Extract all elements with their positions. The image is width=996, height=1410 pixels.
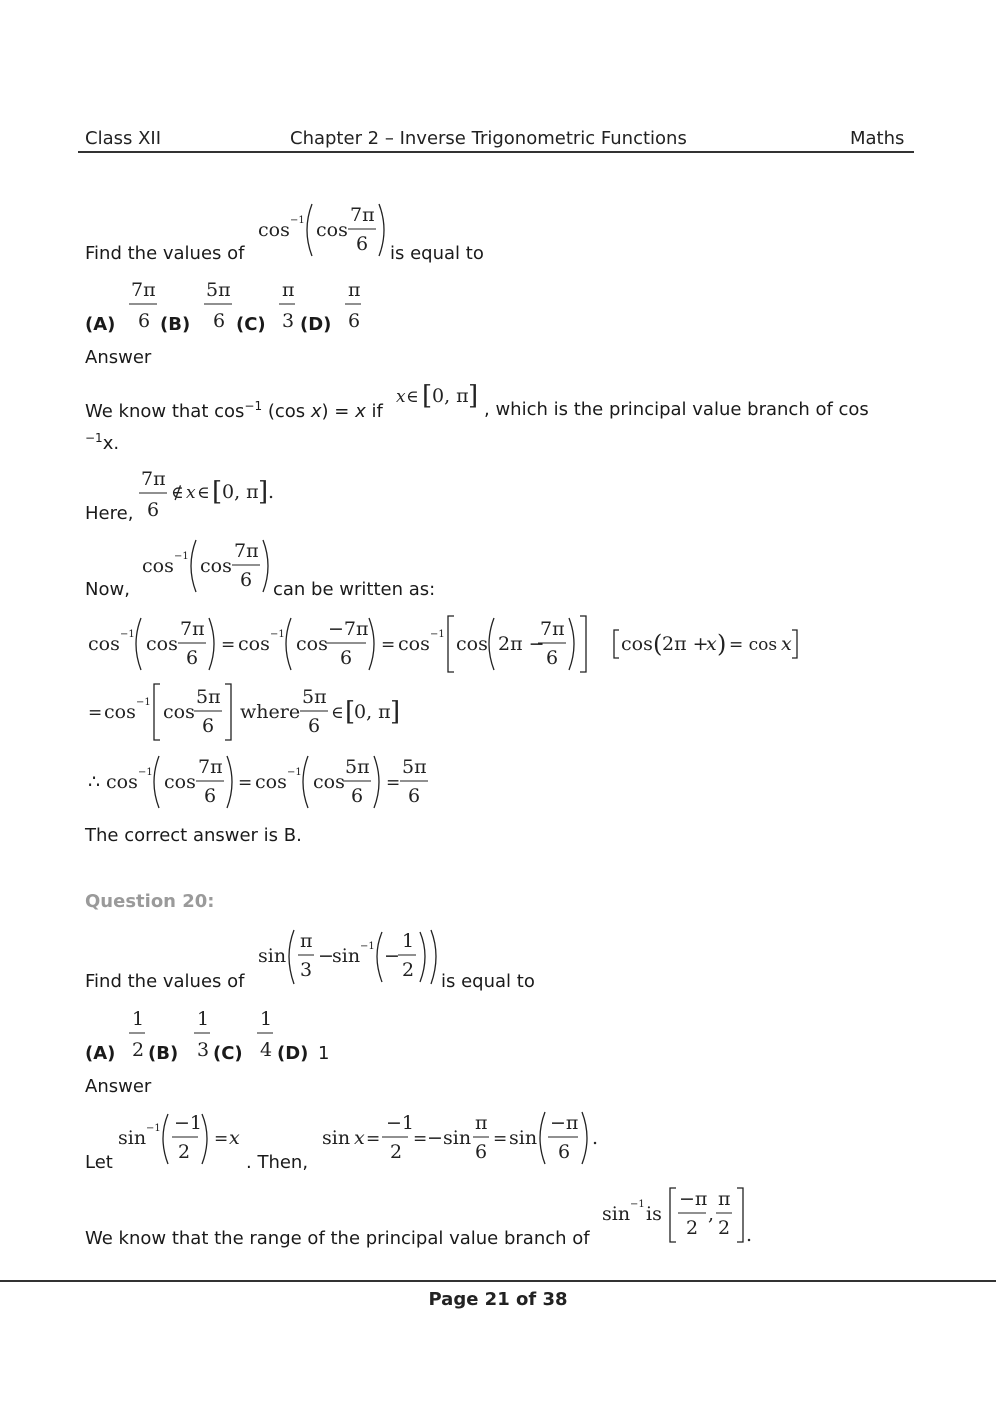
svg-text:[: [: [345, 697, 356, 727]
svg-text:7π: 7π: [350, 204, 375, 226]
svg-text:6: 6: [308, 715, 321, 737]
svg-text:[: [: [212, 477, 223, 507]
svg-text:−1: −1: [174, 551, 189, 562]
svg-text:2: 2: [686, 1217, 699, 1239]
svg-text:2π +: 2π +: [662, 633, 709, 655]
svg-text:−1: −1: [430, 629, 445, 640]
q19-option-d-label: (D): [300, 314, 332, 335]
q19-now-suffix: can be written as:: [273, 579, 436, 600]
svg-text:cos: cos: [621, 633, 653, 655]
svg-text:∴: ∴: [88, 771, 101, 793]
svg-text:6: 6: [204, 785, 217, 807]
svg-text:2: 2: [402, 959, 415, 981]
svg-text:=: =: [221, 635, 236, 655]
svg-text:x: x: [186, 483, 196, 503]
svg-text:∉: ∉: [171, 483, 184, 503]
svg-text:0, π: 0, π: [354, 701, 391, 723]
svg-text:cos: cos: [313, 771, 345, 793]
svg-text:1: 1: [260, 1008, 273, 1030]
q20-title: Question 20:: [85, 891, 215, 912]
svg-text:[: [: [422, 381, 433, 411]
svg-text:−: −: [384, 945, 400, 967]
svg-text:.: .: [746, 1224, 753, 1246]
svg-text:7π: 7π: [234, 540, 259, 562]
svg-text:]: ]: [390, 697, 401, 727]
q19-prompt: Find the values of: [85, 243, 245, 264]
svg-text:5π: 5π: [206, 279, 231, 301]
svg-text:5π: 5π: [345, 756, 370, 778]
svg-text:cos: cos: [316, 219, 348, 241]
svg-text:sin: sin: [332, 945, 361, 967]
q19-option-d-value: [344, 276, 366, 339]
svg-text:π: π: [475, 1112, 488, 1134]
svg-text:2: 2: [178, 1141, 191, 1163]
footer-rule: [0, 1280, 996, 1282]
svg-text:x: x: [706, 633, 717, 655]
svg-text:]: ]: [468, 381, 479, 411]
q19-now-label: Now,: [85, 579, 130, 600]
svg-text:6: 6: [340, 647, 353, 669]
svg-text:=: =: [366, 1129, 381, 1149]
svg-text:cos: cos: [88, 633, 120, 655]
q19-now-expression: [140, 534, 272, 603]
svg-text:π: π: [718, 1188, 731, 1210]
svg-text:−1: −1: [287, 767, 302, 778]
svg-text:cos: cos: [200, 555, 232, 577]
svg-text:7π: 7π: [198, 756, 223, 778]
q19-option-c-value: [278, 276, 300, 339]
q19-know-line2: $^{-1}$x.: [85, 431, 120, 454]
q19-equation-3: [88, 750, 438, 819]
svg-text:6: 6: [202, 715, 215, 737]
q20-option-a-label: (A): [85, 1043, 116, 1064]
svg-text:= cos: = cos: [729, 635, 778, 655]
svg-text:cos: cos: [106, 771, 138, 793]
svg-text:6: 6: [348, 310, 361, 332]
svg-text:=: =: [493, 1129, 508, 1149]
svg-text:2: 2: [390, 1141, 403, 1163]
q19-equation-1: [88, 612, 808, 681]
svg-text:sin: sin: [322, 1127, 351, 1149]
q20-expression: [256, 924, 446, 995]
svg-text:6: 6: [351, 785, 364, 807]
svg-text:4: 4: [260, 1039, 273, 1061]
svg-text:7π: 7π: [131, 279, 156, 301]
svg-text:−: −: [318, 945, 334, 967]
svg-text:=: =: [88, 703, 103, 723]
svg-text:=: =: [413, 1129, 428, 1149]
svg-text:6: 6: [475, 1141, 488, 1163]
q20-answer-label: Answer: [85, 1076, 152, 1097]
svg-text:cos: cos: [456, 633, 488, 655]
svg-text:−1: −1: [290, 215, 305, 226]
svg-text:cos: cos: [258, 219, 290, 241]
svg-text:1: 1: [132, 1008, 145, 1030]
svg-text:∈: ∈: [197, 483, 210, 503]
svg-text:−1: −1: [146, 1123, 161, 1134]
svg-text:cos: cos: [164, 771, 196, 793]
q20-then-expression: [320, 1106, 610, 1175]
svg-text:6: 6: [558, 1141, 571, 1163]
svg-text:6: 6: [356, 233, 369, 255]
svg-text:where: where: [240, 701, 301, 723]
q19-conclusion: The correct answer is B.: [85, 825, 302, 846]
svg-text:π: π: [348, 279, 361, 301]
svg-text:5π: 5π: [302, 686, 327, 708]
q19-suffix: is equal to: [390, 243, 484, 264]
q20-range-expression: [600, 1184, 760, 1251]
svg-text:−: −: [427, 1127, 443, 1149]
svg-text:cos: cos: [104, 701, 136, 723]
svg-text:1: 1: [197, 1008, 210, 1030]
svg-text:]: ]: [258, 477, 269, 507]
q19-know-line: We know that $\cos^{-1} (\cos$ x) = x if: [85, 399, 383, 422]
svg-text:): ): [717, 630, 727, 658]
q19-expression: [256, 198, 388, 267]
svg-text:is: is: [646, 1203, 662, 1225]
svg-text:6: 6: [147, 499, 160, 521]
svg-text:cos: cos: [238, 633, 270, 655]
svg-text:0, π: 0, π: [432, 385, 469, 407]
svg-text:3: 3: [197, 1039, 210, 1061]
svg-text:6: 6: [546, 647, 559, 669]
q20-option-b-label: (B): [148, 1043, 179, 1064]
svg-text:−π: −π: [679, 1188, 708, 1210]
q20-option-c-label: (C): [213, 1043, 243, 1064]
svg-text:sin: sin: [509, 1127, 538, 1149]
svg-text:−1: −1: [360, 941, 375, 952]
svg-text:cos: cos: [398, 633, 430, 655]
svg-text:−1: −1: [174, 1112, 203, 1134]
svg-text:cos: cos: [163, 701, 195, 723]
q19-domain-interval: [396, 380, 486, 419]
svg-text:3: 3: [300, 959, 313, 981]
svg-text:6: 6: [186, 647, 199, 669]
svg-text:−1: −1: [136, 697, 151, 708]
svg-text:cos: cos: [146, 633, 178, 655]
svg-text:,: ,: [708, 1203, 715, 1225]
svg-text:−1: −1: [270, 629, 285, 640]
q20-option-d-label: (D): [277, 1043, 309, 1064]
svg-text:=: =: [238, 773, 253, 793]
svg-text:3: 3: [282, 310, 295, 332]
q20-suffix: is equal to: [441, 971, 535, 992]
svg-text:2: 2: [718, 1217, 731, 1239]
svg-text:−1: −1: [120, 629, 135, 640]
q19-know-post: , which is the principal value branch of cos: [484, 399, 869, 420]
svg-text:7π: 7π: [141, 468, 166, 490]
svg-text:∈: ∈: [331, 703, 344, 723]
q19-option-a-label: (A): [85, 314, 116, 335]
q19-option-b-label: (B): [160, 314, 191, 335]
q19-option-a-value: [128, 276, 162, 339]
svg-text:∈: ∈: [406, 387, 419, 407]
q20-prompt: Find the values of: [85, 971, 245, 992]
svg-text:−1: −1: [138, 767, 153, 778]
svg-text:sin: sin: [602, 1203, 631, 1225]
q20-let-label: Let: [85, 1152, 113, 1173]
q19-here-expression: [138, 466, 288, 531]
svg-text:6: 6: [213, 310, 226, 332]
svg-text:.: .: [592, 1127, 599, 1149]
svg-text:π: π: [282, 279, 295, 301]
page-number: Page 21 of 38: [428, 1289, 568, 1310]
svg-text:x: x: [354, 1127, 365, 1149]
svg-text:(: (: [653, 630, 663, 658]
header-class: Class XII: [85, 128, 162, 149]
svg-text:=: =: [214, 1129, 229, 1149]
q20-option-c-value: [257, 1004, 277, 1067]
q20-then: . Then,: [246, 1152, 309, 1173]
svg-text:6: 6: [408, 785, 421, 807]
svg-text:6: 6: [240, 569, 253, 591]
q20-option-a-value: [129, 1004, 149, 1067]
svg-text:sin: sin: [258, 945, 287, 967]
q20-option-d-value: 1: [318, 1043, 330, 1064]
svg-text:1: 1: [402, 930, 415, 952]
svg-text:5π: 5π: [402, 756, 427, 778]
svg-text:6: 6: [138, 310, 151, 332]
svg-text:=: =: [386, 773, 401, 793]
svg-text:x: x: [396, 387, 406, 407]
svg-text:cos: cos: [255, 771, 287, 793]
svg-text:7π: 7π: [540, 618, 565, 640]
svg-text:0, π: 0, π: [222, 481, 259, 503]
svg-text:−1: −1: [630, 1199, 645, 1210]
svg-text:−π: −π: [550, 1112, 579, 1134]
svg-text:sin: sin: [443, 1127, 472, 1149]
svg-text:=: =: [381, 635, 396, 655]
svg-text:5π: 5π: [196, 686, 221, 708]
svg-text:2π −: 2π −: [498, 633, 545, 655]
q19-equation-2: [88, 680, 408, 749]
svg-text:cos: cos: [142, 555, 174, 577]
svg-text:x: x: [781, 633, 792, 655]
header-chapter: Chapter 2 – Inverse Trigonometric Functions: [290, 128, 687, 149]
svg-text:7π: 7π: [180, 618, 205, 640]
q19-answer-label: Answer: [85, 347, 152, 368]
svg-text:π: π: [300, 930, 313, 952]
q19-option-b-value: [203, 276, 237, 339]
q19-here-label: Here,: [85, 503, 134, 524]
svg-text:−1: −1: [386, 1112, 415, 1134]
q20-option-b-value: [194, 1004, 214, 1067]
q19-option-c-label: (C): [236, 314, 266, 335]
svg-text:x: x: [229, 1127, 240, 1149]
q20-let-expression: [116, 1106, 246, 1175]
q20-range-text: We know that the range of the principal value branch of: [85, 1228, 590, 1249]
header-rule: [78, 151, 914, 153]
svg-text:cos: cos: [296, 633, 328, 655]
svg-text:.: .: [268, 481, 275, 503]
header-subject: Maths: [850, 128, 905, 149]
svg-text:2: 2: [132, 1039, 145, 1061]
svg-text:−7π: −7π: [328, 618, 369, 640]
svg-text:sin: sin: [118, 1127, 147, 1149]
